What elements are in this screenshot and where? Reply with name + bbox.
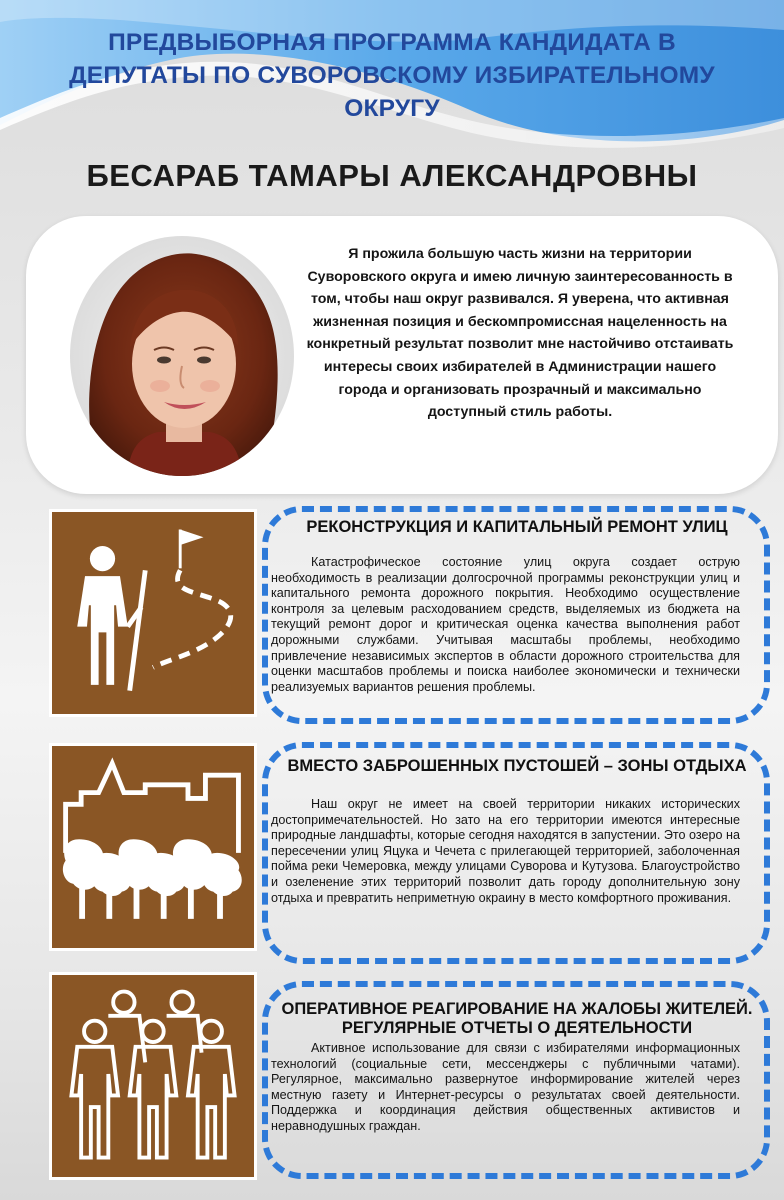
city-park-icon [49,743,257,951]
section-feedback-title: ОПЕРАТИВНОЕ РЕАГИРОВАНИЕ НА ЖАЛОБЫ ЖИТЕЛЕЙ. РЕГУЛЯРНЫЕ ОТЧЕТЫ О ДЕЯТЕЛЬНОСТИ [281,1000,753,1037]
program-title: ПРЕДВЫБОРНАЯ ПРОГРАММА КАНДИДАТА В ДЕПУТАТЫ ПО СУВОРОВСКОМУ ИЗБИРАТЕЛЬНОМУ ОКРУГУ [69,29,715,122]
hiker-path-icon [49,509,257,717]
intro-statement: Я прожила большую часть жизни на территории Суворовского округа и имею личную заинтересованность в том, чтобы наш округ развивался. Я уверена, что активная жизненная позиция и бескомпромиссная нацеленность на конкретный результат позволит мне настойчиво отстаивать интересы своих избирателей в Администрации нашего города и организовать прозрачный и максимально доступный стиль работы. [306,246,734,421]
candidate-name: БЕСАРАБ ТАМАРЫ АЛЕКСАНДРОВНЫ [86,158,698,193]
people-group-icon [49,972,257,1180]
section-roads-body: Катастрофическое состояние улиц округа создает острую необходимость в реализации долгосрочной программы реконструкции улиц и капитального ремонта дорожного покрытия. Необходимо осуществление контроля за целевым расходованием средств, выделяемых из бюджета на текущий ремонт дорог и критическая оценка качества выполнения работ дорожными службами. Учитывая масштабы проблемы, необходимо привлечение независимых экспертов в области дорожного строительства для оценки масштабов проблемы и поиска наиболее экономически и технически реализуемых вариантов решения проблемы. [271,555,740,694]
section-feedback-body: Активное использование для связи с избирателями информационных технологий (социальные сети, мессенджеры с публичными чатами). Регулярное, максимально развернутое информирование жителей через местную газету и Интернет-ресурсы о результатах своей деятельности. Поддержка и координация действия общественных активистов и неравнодушных граждан. [271,1041,740,1133]
section-roads-title: РЕКОНСТРУКЦИЯ И КАПИТАЛЬНЫЙ РЕМОНТ УЛИЦ [306,518,728,536]
section-recreation-body: Наш округ не имеет на своей территории никаких исторических достопримечательностей. Но зато на его территории имеются интересные природные ландшафты, которые сегодня находятся в запустении. Это озеро на пересечении улиц Яцука и Чечета с прилегающей территорией, заболоченная пойма реки Чемеровка, между улицами Суворова и Кутузова. Благоустройство и озеленение этих территорий позволит дать городу дополнительную зону отдыха и превратить неприметную окраину в место комфортного проживания. [271,797,740,905]
candidate-portrait [70,236,294,476]
section-recreation-title: ВМЕСТО ЗАБРОШЕННЫХ ПУСТОШЕЙ – ЗОНЫ ОТДЫХА [287,757,747,775]
